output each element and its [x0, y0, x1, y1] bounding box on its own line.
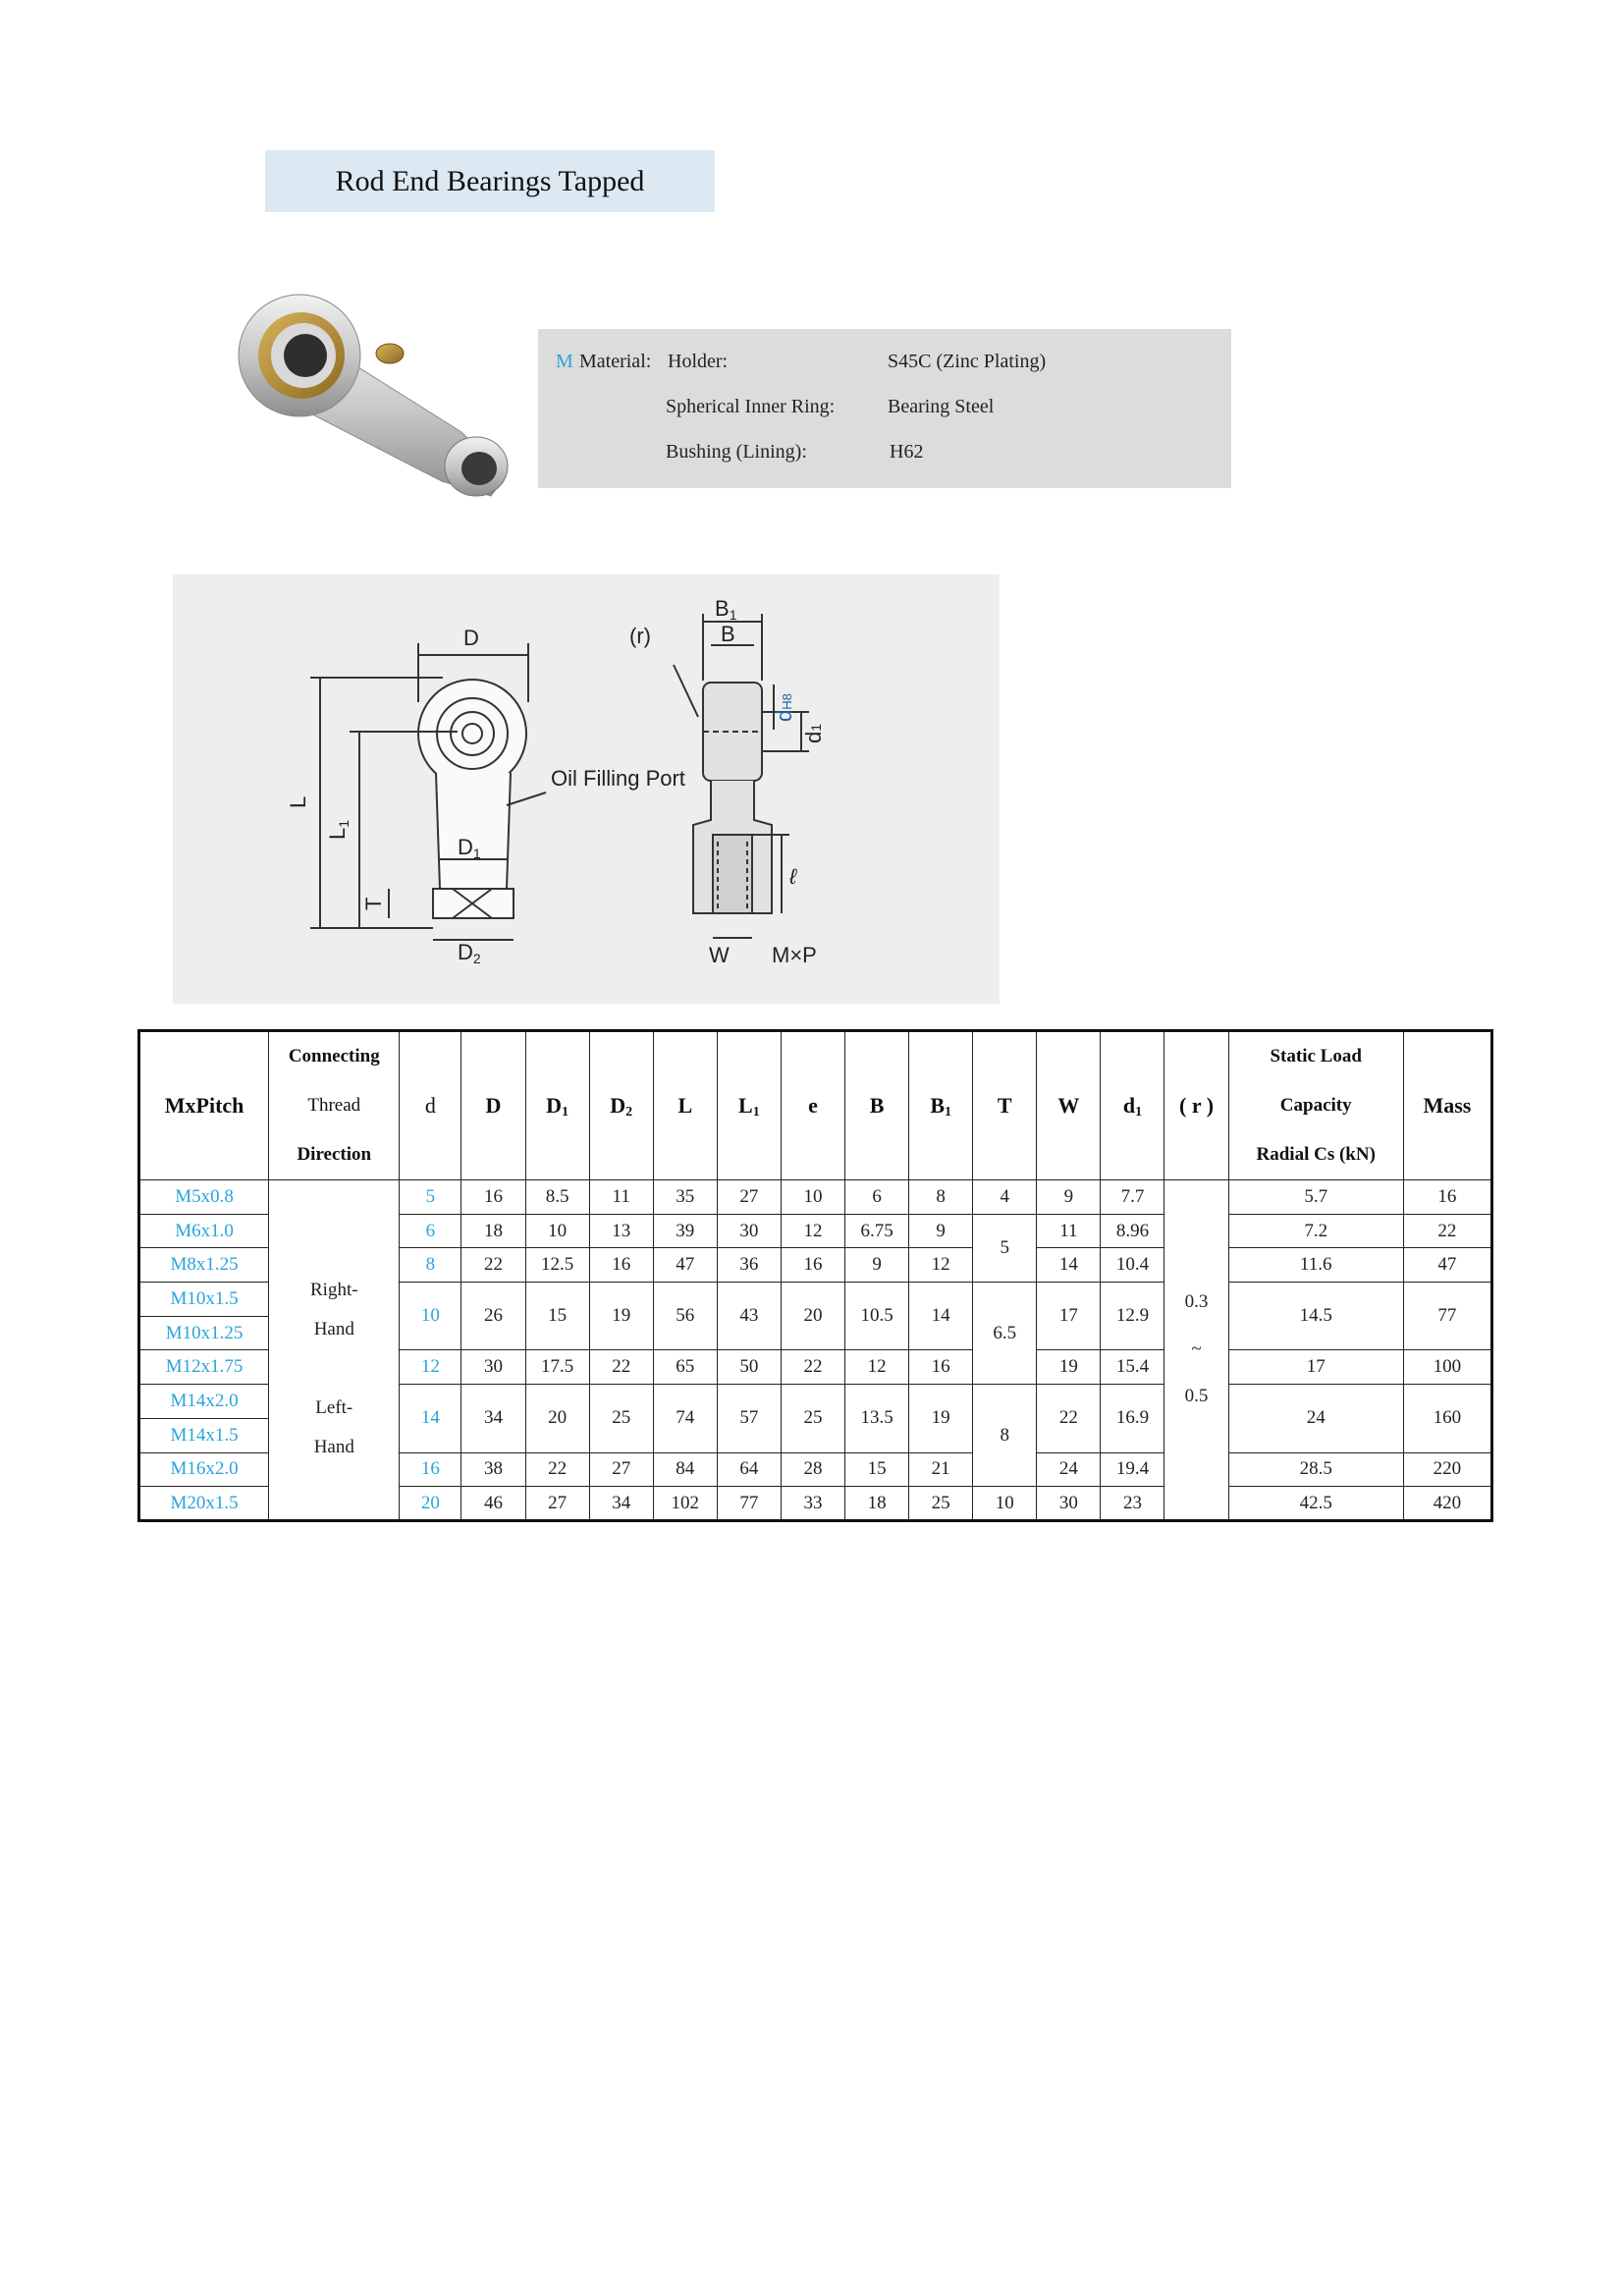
cell-W: 24 — [1037, 1452, 1101, 1487]
cell-L: 47 — [653, 1248, 717, 1283]
cell-d: 6 — [400, 1214, 461, 1248]
material-part-bushing: Bushing (Lining): — [666, 441, 807, 463]
cell-static-load: 28.5 — [1228, 1452, 1403, 1487]
header-r: ( r ) — [1164, 1031, 1228, 1180]
cell-D2: 19 — [589, 1283, 653, 1350]
cell-d1: 19.4 — [1101, 1452, 1164, 1487]
header-mxpitch: MxPitch — [139, 1031, 269, 1180]
label-D2: D2 — [458, 940, 481, 966]
cell-B: 15 — [845, 1452, 909, 1487]
cell-B: 6.75 — [845, 1214, 909, 1248]
label-r: (r) — [629, 624, 651, 648]
cell-W: 11 — [1037, 1214, 1101, 1248]
cell-W: 17 — [1037, 1283, 1101, 1350]
table-row — [139, 1180, 1492, 1215]
cell-B1: 12 — [909, 1248, 973, 1283]
label-L1: L1 — [325, 819, 352, 840]
cell-D: 30 — [461, 1350, 525, 1385]
cell-mass: 47 — [1403, 1248, 1491, 1283]
cell-D2: 25 — [589, 1385, 653, 1452]
label-D: D — [463, 626, 479, 650]
cell-L: 65 — [653, 1350, 717, 1385]
cell-B: 13.5 — [845, 1385, 909, 1452]
cell-D1: 20 — [525, 1385, 589, 1452]
cell-D2: 13 — [589, 1214, 653, 1248]
cell-e: 22 — [781, 1350, 844, 1385]
cell-d1: 10.4 — [1101, 1248, 1164, 1283]
header-B1: $B_1$ — [909, 1031, 973, 1180]
cell-mxpitch: M14x1.5 — [139, 1418, 269, 1452]
label-D1: D1 — [458, 835, 481, 861]
cell-d1: 12.9 — [1101, 1283, 1164, 1350]
cell-W: 22 — [1037, 1385, 1101, 1452]
cell-L: 35 — [653, 1180, 717, 1215]
cell-d: 16 — [400, 1452, 461, 1487]
cell-B: 18 — [845, 1487, 909, 1521]
cell-L1: 50 — [717, 1350, 781, 1385]
cell-B1: 8 — [909, 1180, 973, 1215]
cell-B1: 16 — [909, 1350, 973, 1385]
cell-D: 46 — [461, 1487, 525, 1521]
cell-L1: 36 — [717, 1248, 781, 1283]
cell-mass: 16 — [1403, 1180, 1491, 1215]
cell-B: 10.5 — [845, 1283, 909, 1350]
cell-d1: 16.9 — [1101, 1385, 1164, 1452]
cell-L1: 43 — [717, 1283, 781, 1350]
cell-W: 9 — [1037, 1180, 1101, 1215]
cell-e: 33 — [781, 1487, 844, 1521]
header-T: T — [973, 1031, 1037, 1180]
cell-L: 102 — [653, 1487, 717, 1521]
header-L: L — [653, 1031, 717, 1180]
cell-static-load: 11.6 — [1228, 1248, 1403, 1283]
label-T: T — [361, 897, 386, 910]
header-L1: $L_1$ — [717, 1031, 781, 1180]
cell-L1: 27 — [717, 1180, 781, 1215]
header-B: B — [845, 1031, 909, 1180]
cell-e: 12 — [781, 1214, 844, 1248]
cell-thread-direction: Right- Hand Left- Hand — [269, 1180, 400, 1521]
cell-mxpitch: M16x2.0 — [139, 1452, 269, 1487]
label-MxP: M×P — [772, 943, 817, 967]
label-d1: d1 — [801, 723, 826, 743]
header-D1: $D_1$ — [525, 1031, 589, 1180]
cell-static-load: 7.2 — [1228, 1214, 1403, 1248]
cell-mxpitch: M12x1.75 — [139, 1350, 269, 1385]
cell-D1: 8.5 — [525, 1180, 589, 1215]
cell-L1: 57 — [717, 1385, 781, 1452]
cell-W: 30 — [1037, 1487, 1101, 1521]
cell-L1: 30 — [717, 1214, 781, 1248]
label-ell: ℓ — [789, 864, 797, 889]
material-prefix: M — [556, 351, 573, 372]
cell-B1: 9 — [909, 1214, 973, 1248]
label-L: L — [286, 795, 310, 808]
cell-r: 0.3 ~ 0.5 — [1164, 1180, 1228, 1521]
cell-L: 74 — [653, 1385, 717, 1452]
cell-e: 10 — [781, 1180, 844, 1215]
cell-mxpitch: M5x0.8 — [139, 1180, 269, 1215]
page-title: Rod End Bearings Tapped — [265, 150, 715, 212]
cell-D1: 12.5 — [525, 1248, 589, 1283]
cell-mxpitch: M10x1.25 — [139, 1316, 269, 1350]
cell-B1: 14 — [909, 1283, 973, 1350]
cell-d1: 15.4 — [1101, 1350, 1164, 1385]
cell-mass: 160 — [1403, 1385, 1491, 1452]
header-mass: Mass — [1403, 1031, 1491, 1180]
label-oil-filling-port: Oil Filling Port — [551, 766, 685, 791]
cell-mxpitch: M14x2.0 — [139, 1385, 269, 1419]
cell-mxpitch: M6x1.0 — [139, 1214, 269, 1248]
cell-D1: 10 — [525, 1214, 589, 1248]
header-D: D — [461, 1031, 525, 1180]
cell-mass: 77 — [1403, 1283, 1491, 1350]
label-W: W — [709, 943, 730, 967]
cell-d1: 8.96 — [1101, 1214, 1164, 1248]
cell-T: 10 — [973, 1487, 1037, 1521]
label-B: B — [721, 622, 735, 646]
cell-B1: 19 — [909, 1385, 973, 1452]
header-connecting-thread: Connecting Thread Direction — [269, 1031, 400, 1180]
cell-static-load: 42.5 — [1228, 1487, 1403, 1521]
cell-W: 19 — [1037, 1350, 1101, 1385]
cell-mass: 100 — [1403, 1350, 1491, 1385]
cell-D1: 22 — [525, 1452, 589, 1487]
cell-D2: 11 — [589, 1180, 653, 1215]
cell-L1: 77 — [717, 1487, 781, 1521]
cell-mass: 22 — [1403, 1214, 1491, 1248]
cell-D2: 16 — [589, 1248, 653, 1283]
cell-D: 16 — [461, 1180, 525, 1215]
cell-mxpitch: M20x1.5 — [139, 1487, 269, 1521]
cell-T: 8 — [973, 1385, 1037, 1487]
header-d1: $d_1$ — [1101, 1031, 1164, 1180]
label-B1: B1 — [715, 596, 737, 623]
material-box — [538, 329, 1231, 488]
material-value-ring: Bearing Steel — [888, 396, 995, 417]
cell-D1: 17.5 — [525, 1350, 589, 1385]
table-header-row — [139, 1031, 1492, 1180]
cell-D1: 27 — [525, 1487, 589, 1521]
cell-static-load: 24 — [1228, 1385, 1403, 1452]
cell-L: 39 — [653, 1214, 717, 1248]
header-d: d — [400, 1031, 461, 1180]
header-D2: $D_2$ — [589, 1031, 653, 1180]
cell-L: 84 — [653, 1452, 717, 1487]
cell-T: 5 — [973, 1214, 1037, 1282]
header-static-load: Static Load Capacity Radial Cs (kN) — [1228, 1031, 1403, 1180]
spec-table — [137, 1029, 1493, 1522]
cell-e: 16 — [781, 1248, 844, 1283]
material-value-holder: S45C (Zinc Plating) — [888, 351, 1047, 372]
material-part-holder: Holder: — [668, 351, 729, 372]
cell-L: 56 — [653, 1283, 717, 1350]
cell-d: 14 — [400, 1385, 461, 1452]
cell-D: 22 — [461, 1248, 525, 1283]
cell-D2: 34 — [589, 1487, 653, 1521]
label-dH8: dH8 — [772, 693, 796, 722]
cell-B: 6 — [845, 1180, 909, 1215]
cell-d1: 7.7 — [1101, 1180, 1164, 1215]
cell-B: 12 — [845, 1350, 909, 1385]
material-part-ring: Spherical Inner Ring: — [666, 396, 836, 417]
cell-d1: 23 — [1101, 1487, 1164, 1521]
cell-static-load: 17 — [1228, 1350, 1403, 1385]
cell-static-load: 14.5 — [1228, 1283, 1403, 1350]
cell-D1: 15 — [525, 1283, 589, 1350]
cell-d: 20 — [400, 1487, 461, 1521]
cell-mass: 220 — [1403, 1452, 1491, 1487]
cell-D: 26 — [461, 1283, 525, 1350]
cell-B: 9 — [845, 1248, 909, 1283]
header-W: W — [1037, 1031, 1101, 1180]
cell-D: 18 — [461, 1214, 525, 1248]
cell-D: 38 — [461, 1452, 525, 1487]
cell-e: 28 — [781, 1452, 844, 1487]
rod-end-photo — [231, 285, 515, 501]
cell-e: 25 — [781, 1385, 844, 1452]
cell-D2: 22 — [589, 1350, 653, 1385]
cell-static-load: 5.7 — [1228, 1180, 1403, 1215]
cell-T: 6.5 — [973, 1283, 1037, 1385]
cell-L1: 64 — [717, 1452, 781, 1487]
header-e: e — [781, 1031, 844, 1180]
cell-W: 14 — [1037, 1248, 1101, 1283]
material-value-bushing: H62 — [890, 441, 924, 463]
material-label: Material: — [579, 351, 652, 372]
cell-mass: 420 — [1403, 1487, 1491, 1521]
cell-B1: 25 — [909, 1487, 973, 1521]
cell-d: 5 — [400, 1180, 461, 1215]
cell-d: 12 — [400, 1350, 461, 1385]
cell-D2: 27 — [589, 1452, 653, 1487]
cell-d: 8 — [400, 1248, 461, 1283]
cell-B1: 21 — [909, 1452, 973, 1487]
cell-mxpitch: M8x1.25 — [139, 1248, 269, 1283]
cell-mxpitch: M10x1.5 — [139, 1283, 269, 1317]
cell-e: 20 — [781, 1283, 844, 1350]
technical-drawing — [173, 574, 1000, 1004]
cell-D: 34 — [461, 1385, 525, 1452]
cell-T: 4 — [973, 1180, 1037, 1215]
cell-d: 10 — [400, 1283, 461, 1350]
